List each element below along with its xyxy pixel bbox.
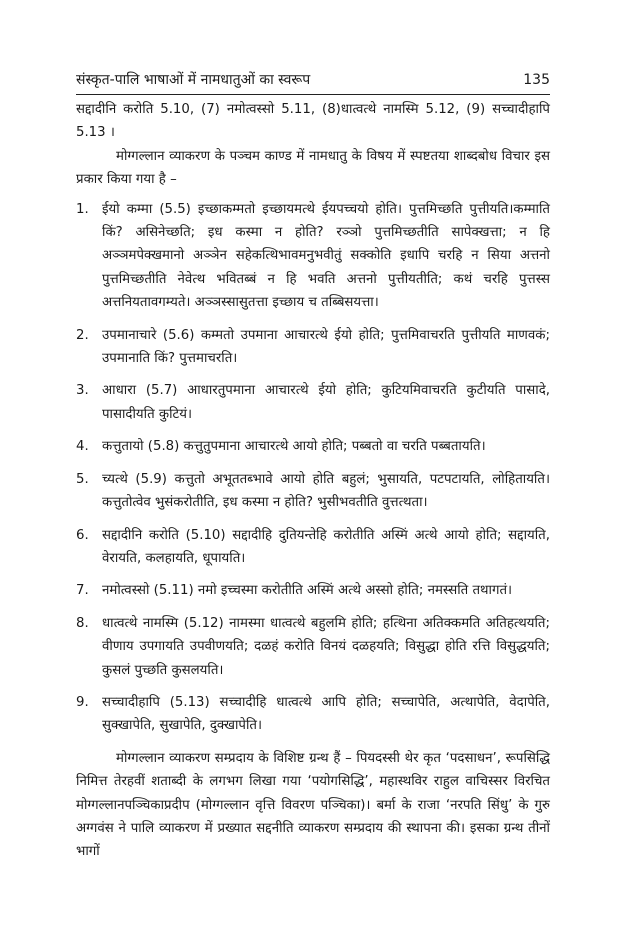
list-item (76, 324, 550, 371)
list-item-text: सच्चादीहापि (5.13) सच्चादीहि धात्वत्थे आपि होति; सच्चापेति, अत्थापेति, वेदापेति, सुक्खापेति, सुखापेति, दुक्खापेति। (102, 694, 550, 734)
list-item-number: 4. (76, 439, 89, 455)
list-item-text: च्यत्थे (5.9) कत्तुतो अभूततब्भावे आयो होति बहुलं; भुसायति, पटपटायति, लोहितायति। कत्तुतोत्वेव भुसंकरोतीति, इध कस्मा न होति? भुसीभवतीति वुत्तत्थता। (102, 471, 550, 511)
page-body (76, 98, 550, 864)
list-item-text: ईयो कम्मा (5.5) इच्छाकम्मतो इच्छायमत्थे ईयपच्चयो होति। पुत्तमिच्छति पुत्तीयति।कम्माति किं? असिनेच्छति; इध कस्मा न होति? रञ्ञो पुत्तमिच्छतीति सापेक्खत्ता; न हि अञ्ञमपेक्खमानो अञ्ञेन सहेकत्थिभावमनुभवीतुं सक्कोति इधापि चरहि न सिया अत्तनो पुत्तमिच्छतीति नेवेत्थ भवितब्बं न हि भवति अत्तनो पुत्तीयतीति; कथं चरहि पुत्तस्स अत्तनियतावगम्यते। अञ्ञस्सासुतत्ता इच्छाय च तब्बिसयत्ता। (102, 201, 550, 311)
list-item (76, 691, 550, 738)
intro-paragraph: मोग्गल्लान व्याकरण के पञ्चम काण्ड में नामधातु के विषय में स्पष्टतया शाब्दबोध विचार इस प्रकार किया गया है – (76, 148, 550, 188)
list-item (76, 198, 550, 315)
list-item (76, 468, 550, 515)
intro-continuation: सद्दादीनि करोति 5.10, (7) नमोत्वस्सो 5.11, (8)धात्वत्थे नामस्मि 5.12, (9) सच्चादीहापि 5.13 । (76, 102, 550, 141)
list-item-number: 3. (76, 383, 89, 399)
page-number: 135 (523, 72, 550, 88)
list-item-text: धात्वत्थे नामस्मि (5.12) नामस्मा धात्वत्थे बहुलमि होति; हत्थिना अतिक्कमति अतिहत्थयति; वीणाय उपगायति उपवीणयति; दळहं करोति विनयं दळहयति; विसुद्धा होति रत्ति विसुद्धयति; कुसलं पुच्छति कुसलयति। (102, 615, 550, 678)
list-item-number: 1. (76, 201, 89, 217)
list-item (76, 524, 550, 571)
list-item-number: 9. (76, 694, 89, 710)
list-item-number: 8. (76, 615, 89, 631)
header-rule (76, 94, 550, 95)
list-item-text: उपमानाचारे (5.6) कम्मतो उपमाना आचारत्थे ईयो होति; पुत्तमिवाचरति पुत्तीयति माणवकं; उपमानाति किं? पुत्तमाचरति। (102, 327, 550, 367)
list-item-text: नमोत्वस्सो (5.11) नमो इच्चस्मा करोतीति अस्मिं अत्थे अस्सो होति; नमस्सति तथागतं। (102, 583, 513, 599)
list-item-text: सद्दादीनि करोति (5.10) सद्दादीहि दुतियन्तेहि करोतीति अस्मिं अत्थे आयो होति; सद्दायति, वेरायति, कलहायति, धूपायति। (102, 527, 550, 566)
list-item-number: 7. (76, 583, 89, 599)
list-item-number: 2. (76, 327, 89, 343)
running-header (76, 70, 550, 89)
closing-paragraph: मोग्गल्लान व्याकरण सम्प्रदाय के विशिष्ट ग्रन्थ हैं – पियदस्सी थेर कृत ‘पदसाधन’, रूपसिद्धि निमित्त तेरहवीं शताब्दी के लगभग लिखा गया ‘पयोगसिद्धि’, महास्थविर राहुल वाचिस्सर विरचित मोग्गल्लानपञ्चिकाप्रदीप (मोग्गल्लान वृत्ति विवरण पञ्चिका)। बर्मा के राजा ‘नरपति सिंधु’ के गुरु अग्गवंस ने पालि व्याकरण में प्रख्यात सद्दनीति व्याकरण सम्प्रदाय की स्थापना की। इसका ग्रन्थ तीनों भागों (76, 750, 550, 860)
sutra-list (76, 198, 550, 738)
list-item (76, 612, 550, 682)
list-item (76, 435, 550, 458)
list-item-number: 5. (76, 471, 89, 487)
list-item-text: कत्तुतायो (5.8) कत्तुतुपमाना आचारत्थे आयो होति; पब्बतो वा चरति पब्बतायति। (102, 439, 486, 455)
list-item-number: 6. (76, 527, 89, 543)
list-item (76, 379, 550, 426)
running-title: संस्कृत-पालि भाषाओं में नामधातुओं का स्वरूप (76, 72, 311, 88)
list-item (76, 579, 550, 602)
list-item-text: आधारा (5.7) आधारतुपमाना आचारत्थे ईयो होति; कुटियमिवाचरति कुटीयति पासादे, पासादीयति कुटियं। (102, 383, 550, 422)
